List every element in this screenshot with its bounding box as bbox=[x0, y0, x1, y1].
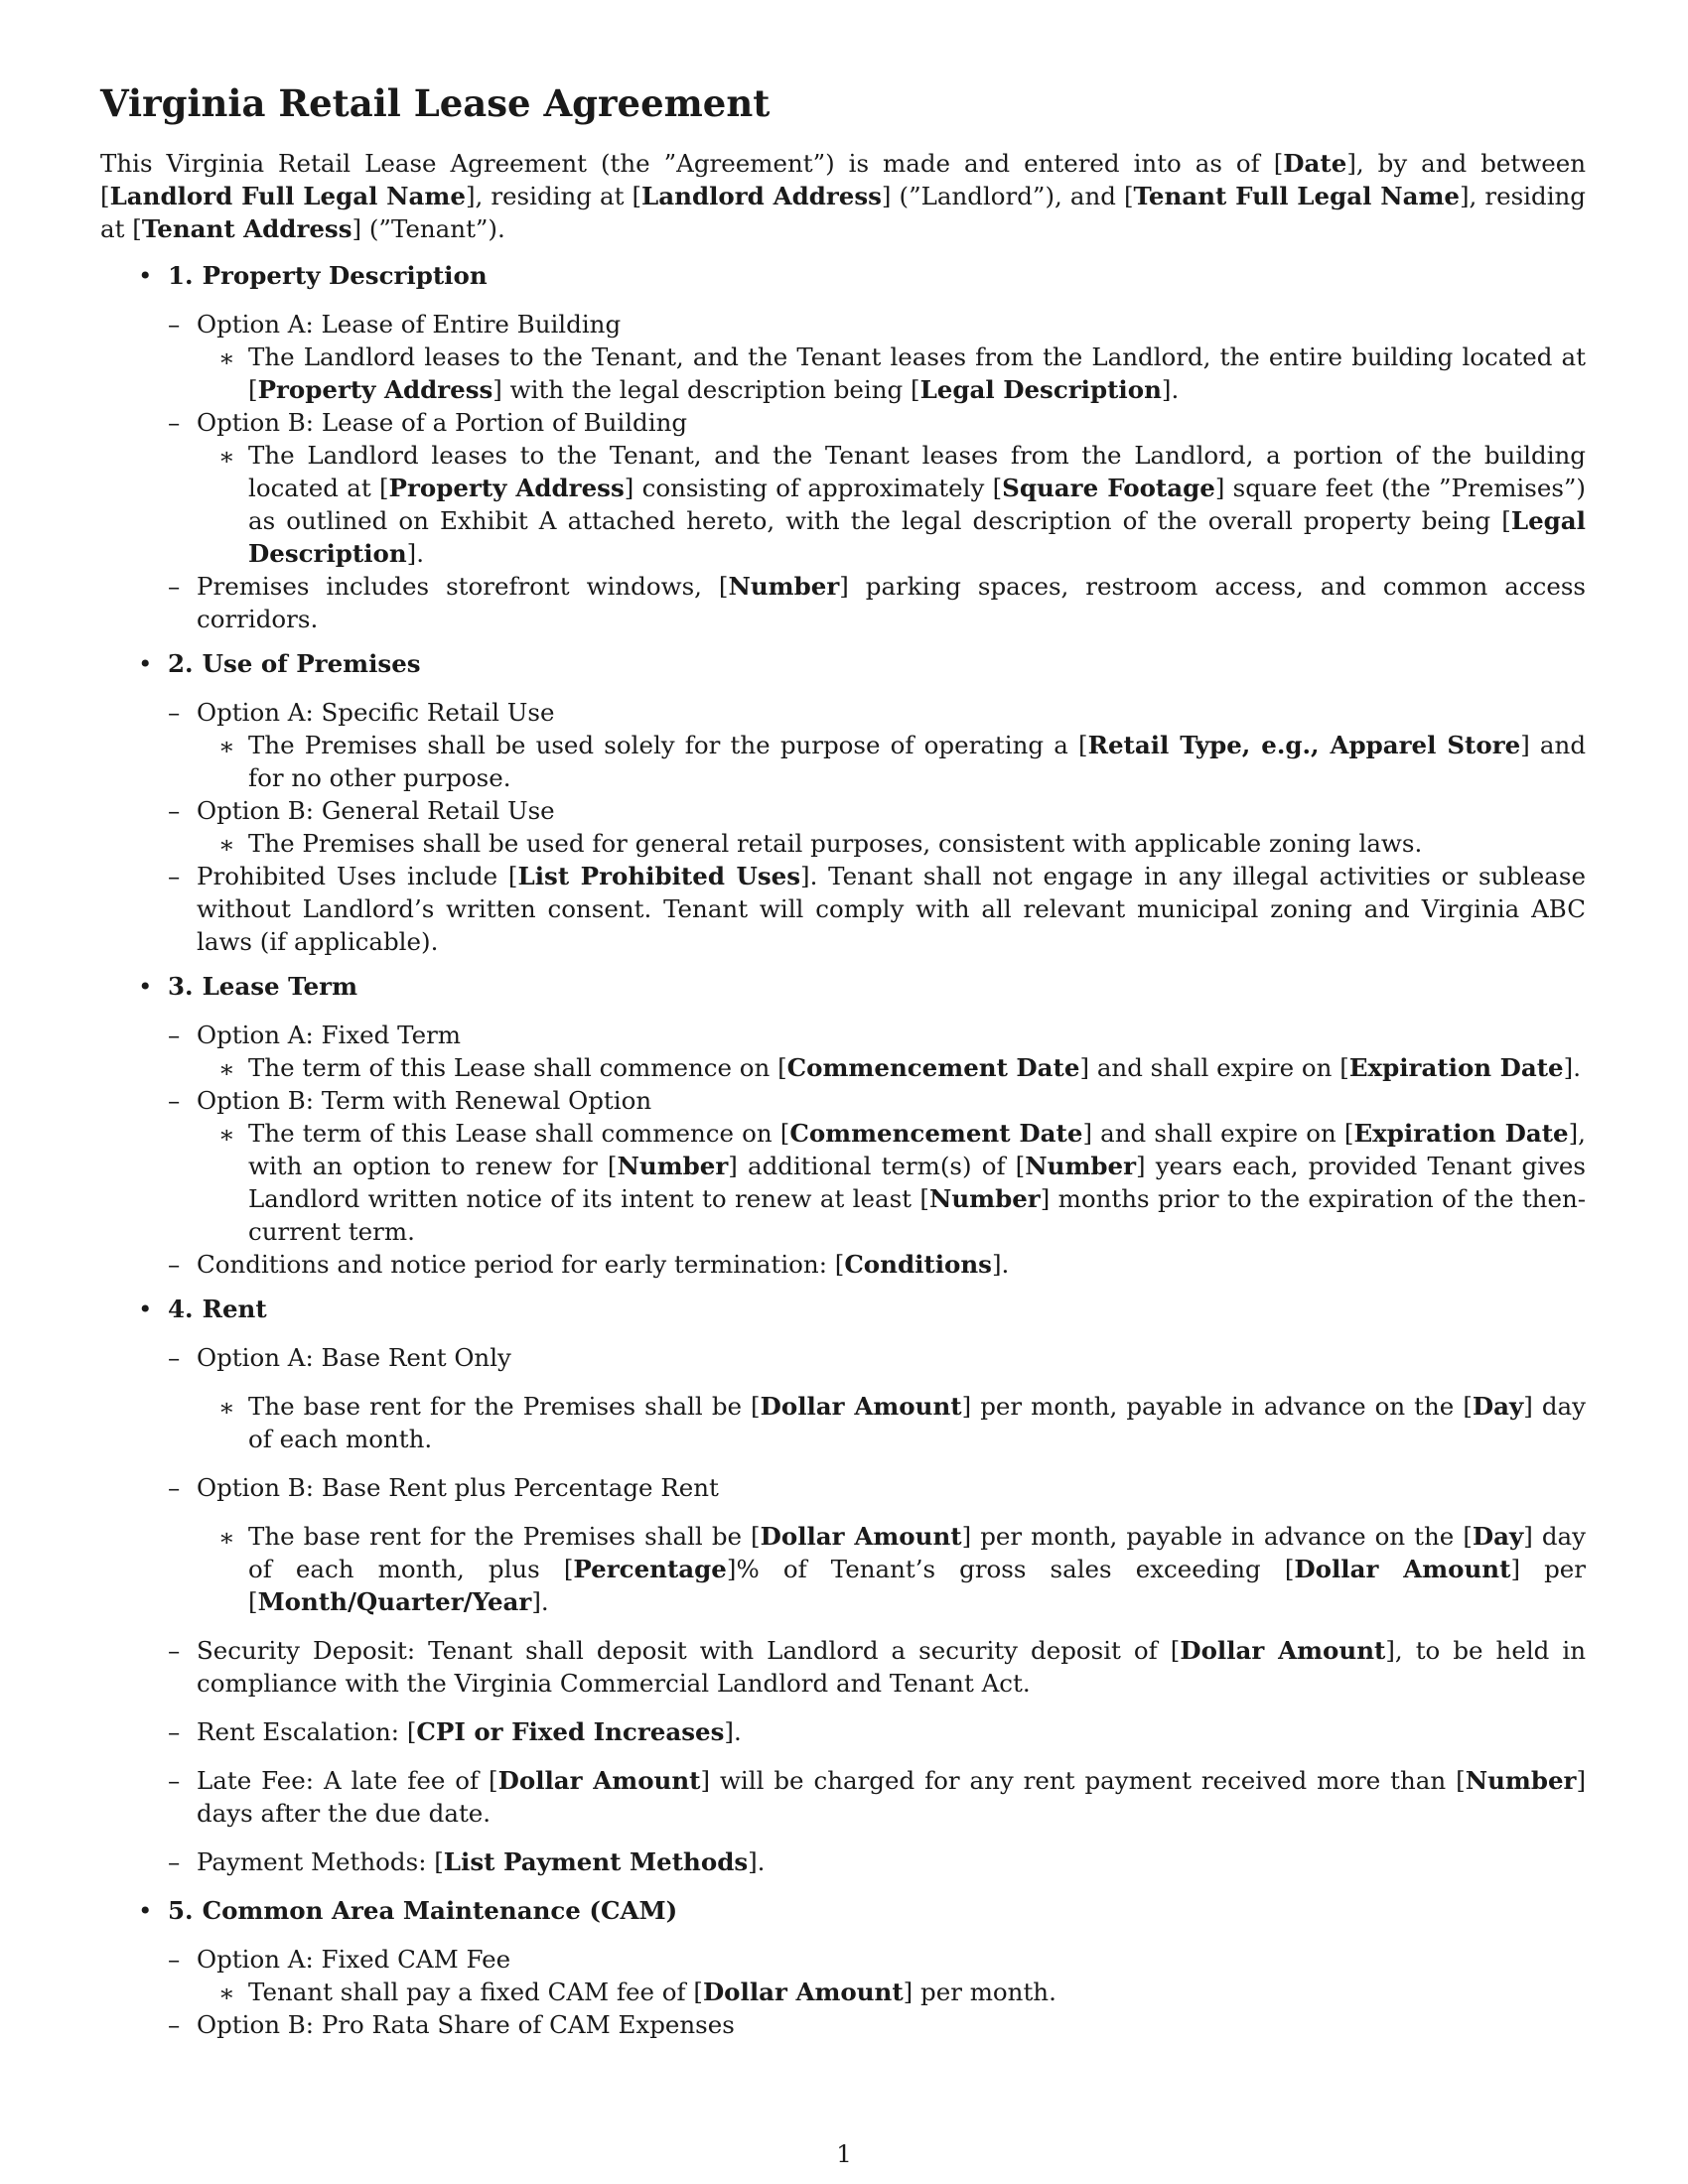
option-label: Option A: Fixed Term bbox=[197, 1021, 462, 1050]
star-marker: ∗ bbox=[218, 1393, 235, 1423]
text: ] day of each month, plus [ bbox=[248, 1522, 1586, 1584]
section-rent bbox=[100, 1293, 1586, 1878]
text: Rent Escalation: [ bbox=[197, 1717, 417, 1747]
option-label: Option B: General Retail Use bbox=[197, 796, 555, 826]
text: ] and for no other purpose. bbox=[248, 731, 1586, 793]
text: ] (”Landlord”), and [ bbox=[881, 182, 1134, 211]
placeholder-landlord-address: Landlord Address bbox=[641, 182, 882, 211]
section-common-area-maintenance bbox=[100, 1894, 1586, 2041]
text: ], residing at [ bbox=[465, 182, 642, 211]
dash-marker: – bbox=[168, 862, 181, 891]
clause-list bbox=[168, 1341, 1586, 1878]
placeholder: Percentage bbox=[573, 1555, 727, 1584]
dash-marker: – bbox=[168, 1250, 181, 1280]
dash-marker: – bbox=[168, 796, 181, 826]
placeholder: Number bbox=[728, 572, 840, 602]
text: ]. bbox=[724, 1717, 742, 1747]
clause-item bbox=[168, 2008, 1586, 2041]
text: ] consisting of approximately [ bbox=[624, 474, 1003, 503]
text: ] months prior to the expiration of the then-current term. bbox=[248, 1184, 1587, 1247]
text: ] will be charged for any rent payment received more than [ bbox=[700, 1766, 1466, 1796]
text: ]. bbox=[1563, 1053, 1582, 1083]
text: ] days after the due date. bbox=[197, 1766, 1587, 1829]
text: ] with the legal description being [ bbox=[492, 375, 920, 405]
placeholder-tenant-name: Tenant Full Legal Name bbox=[1133, 182, 1460, 211]
placeholder: Number bbox=[617, 1152, 729, 1181]
page-number: 1 bbox=[836, 2139, 852, 2168]
placeholder-tenant-address: Tenant Address bbox=[141, 214, 352, 244]
placeholder-landlord-name: Landlord Full Legal Name bbox=[109, 182, 466, 211]
placeholder: Property Address bbox=[388, 474, 625, 503]
dash-marker: – bbox=[168, 1717, 181, 1747]
placeholder: Dollar Amount bbox=[1180, 1636, 1386, 1666]
section-number: 4. bbox=[168, 1295, 194, 1324]
dash-marker: – bbox=[168, 1473, 181, 1503]
clause-item bbox=[168, 570, 1586, 635]
placeholder: Commencement Date bbox=[786, 1053, 1080, 1083]
star-marker: ∗ bbox=[218, 343, 235, 373]
dash-marker: – bbox=[168, 572, 181, 602]
bullet-marker: • bbox=[138, 1295, 153, 1324]
clause-list bbox=[168, 308, 1586, 635]
text: Prohibited Uses include [ bbox=[197, 862, 518, 891]
clause-item bbox=[168, 696, 1586, 794]
star-marker: ∗ bbox=[218, 1523, 235, 1553]
placeholder: Number bbox=[928, 1184, 1041, 1214]
star-marker: ∗ bbox=[218, 830, 235, 860]
text: ] per month, payable in advance on the [ bbox=[961, 1522, 1473, 1552]
text: ]. bbox=[406, 539, 425, 569]
clause-item bbox=[168, 1845, 1586, 1878]
clause-item bbox=[168, 794, 1586, 860]
text: The Premises shall be used for general retail purposes, consistent with applicable zoning laws. bbox=[248, 829, 1423, 859]
placeholder: Number bbox=[1465, 1766, 1577, 1796]
clause-item bbox=[168, 1943, 1586, 2008]
clause-list bbox=[168, 1019, 1586, 1281]
placeholder-date: Date bbox=[1283, 149, 1347, 179]
section-title: Use of Premises bbox=[202, 649, 421, 679]
subclause-item bbox=[197, 827, 1586, 860]
subclause-list bbox=[197, 729, 1586, 794]
section-number: 5. bbox=[168, 1896, 194, 1926]
placeholder: Dollar Amount bbox=[1294, 1555, 1511, 1584]
text: ]. Tenant shall not engage in any illegal activities or sublease without Landlord’s written consent. Tenant will comply with all relevant municipal zoning and Virginia ABC laws (if applicable). bbox=[197, 862, 1586, 957]
dash-marker: – bbox=[168, 1086, 181, 1116]
text: Late Fee: A late fee of [ bbox=[197, 1766, 498, 1796]
placeholder: Dollar Amount bbox=[497, 1766, 701, 1796]
section-heading bbox=[168, 647, 1586, 680]
placeholder: Number bbox=[1025, 1152, 1136, 1181]
bullet-marker: • bbox=[138, 972, 153, 1002]
star-marker: ∗ bbox=[218, 1054, 235, 1084]
section-number: 1. bbox=[168, 261, 194, 291]
text: ] and shall expire on [ bbox=[1082, 1119, 1354, 1149]
section-heading bbox=[168, 1293, 1586, 1325]
text: ], to be held in compliance with the Virginia Commercial Landlord and Tenant Act. bbox=[197, 1636, 1586, 1699]
section-title: Lease Term bbox=[202, 972, 358, 1002]
dash-marker: – bbox=[168, 1021, 181, 1050]
text: ] per month, payable in advance on the [ bbox=[961, 1392, 1473, 1422]
placeholder: Retail Type, e.g., Apparel Store bbox=[1087, 731, 1521, 760]
text: ], with an option to renew for [ bbox=[248, 1119, 1586, 1181]
clause-item bbox=[168, 1084, 1586, 1248]
clause-item bbox=[168, 860, 1586, 958]
intro-paragraph bbox=[100, 147, 1586, 245]
section-lease-term bbox=[100, 970, 1586, 1281]
section-list bbox=[100, 259, 1586, 2041]
text: The Landlord leases to the Tenant, and the Tenant leases from the Landlord, the entire building located at [ bbox=[248, 342, 1586, 405]
dash-marker: – bbox=[168, 1343, 181, 1373]
dash-marker: – bbox=[168, 1945, 181, 1975]
subclause-list bbox=[197, 1390, 1586, 1455]
dash-marker: – bbox=[168, 2010, 181, 2040]
subclause-item bbox=[197, 341, 1586, 406]
placeholder: Month/Quarter/Year bbox=[257, 1587, 532, 1617]
placeholder: Property Address bbox=[257, 375, 493, 405]
text: The base rent for the Premises shall be [ bbox=[248, 1522, 761, 1552]
text: ], by and between [ bbox=[100, 149, 1586, 211]
dash-marker: – bbox=[168, 408, 181, 438]
option-label: Option B: Pro Rata Share of CAM Expenses bbox=[197, 2010, 735, 2040]
text: ]. bbox=[531, 1587, 549, 1617]
subclause-item bbox=[197, 1520, 1586, 1618]
clause-item bbox=[168, 308, 1586, 406]
placeholder: Day bbox=[1472, 1392, 1524, 1422]
option-label: Option A: Fixed CAM Fee bbox=[197, 1945, 511, 1975]
clause-item bbox=[168, 406, 1586, 570]
option-label: Option B: Term with Renewal Option bbox=[197, 1086, 652, 1116]
clause-list bbox=[168, 696, 1586, 958]
text: This Virginia Retail Lease Agreement (the ”Agreement”) is made and entered into as of [ bbox=[100, 149, 1284, 179]
subclause-list bbox=[197, 341, 1586, 406]
placeholder: CPI or Fixed Increases bbox=[416, 1717, 725, 1747]
subclause-item bbox=[197, 1976, 1586, 2008]
subclause-item bbox=[197, 439, 1586, 570]
text: ] and shall expire on [ bbox=[1079, 1053, 1349, 1083]
bullet-marker: • bbox=[138, 1896, 153, 1926]
document-title: Virginia Retail Lease Agreement bbox=[100, 81, 771, 125]
text: ] (”Tenant”). bbox=[352, 214, 505, 244]
text: Payment Methods: [ bbox=[197, 1847, 444, 1877]
placeholder: List Payment Methods bbox=[443, 1847, 749, 1877]
placeholder: Commencement Date bbox=[789, 1119, 1083, 1149]
text: ] parking spaces, restroom access, and common access corridors. bbox=[197, 572, 1586, 634]
text: The base rent for the Premises shall be [ bbox=[248, 1392, 761, 1422]
section-use-of-premises bbox=[100, 647, 1586, 958]
option-label: Option B: Base Rent plus Percentage Rent bbox=[197, 1473, 719, 1503]
subclause-item bbox=[197, 1390, 1586, 1455]
text: ] square feet (the ”Premises”) as outlined on Exhibit A attached hereto, with the legal description of the overall property being [ bbox=[248, 474, 1586, 536]
subclause-item bbox=[197, 729, 1586, 794]
placeholder: Square Footage bbox=[1002, 474, 1215, 503]
text: ] additional term(s) of [ bbox=[728, 1152, 1026, 1181]
star-marker: ∗ bbox=[218, 442, 235, 472]
text: Conditions and notice period for early termination: [ bbox=[197, 1250, 845, 1280]
section-property-description bbox=[100, 259, 1586, 635]
placeholder: Dollar Amount bbox=[702, 1978, 904, 2007]
subclause-list bbox=[197, 439, 1586, 570]
dash-marker: – bbox=[168, 1766, 181, 1796]
option-label: Option A: Specific Retail Use bbox=[197, 698, 555, 728]
text: ], residing at [ bbox=[100, 182, 1586, 244]
text: Security Deposit: Tenant shall deposit with Landlord a security deposit of [ bbox=[197, 1636, 1181, 1666]
placeholder: Day bbox=[1472, 1522, 1524, 1552]
text: ] per month. bbox=[903, 1978, 1056, 2007]
subclause-item bbox=[197, 1051, 1586, 1084]
section-number: 3. bbox=[168, 972, 194, 1002]
clause-item bbox=[168, 1341, 1586, 1455]
placeholder: Dollar Amount bbox=[760, 1392, 962, 1422]
text: ]% of Tenant’s gross sales exceeding [ bbox=[726, 1555, 1295, 1584]
bullet-marker: • bbox=[138, 261, 153, 291]
section-heading bbox=[168, 970, 1586, 1003]
subclause-list bbox=[197, 1976, 1586, 2008]
text: ]. bbox=[748, 1847, 766, 1877]
clause-item bbox=[168, 1715, 1586, 1748]
section-heading bbox=[168, 259, 1586, 292]
subclause-list bbox=[197, 1117, 1586, 1248]
text: ]. bbox=[991, 1250, 1010, 1280]
star-marker: ∗ bbox=[218, 732, 235, 761]
clause-item bbox=[168, 1634, 1586, 1700]
subclause-list bbox=[197, 827, 1586, 860]
subclause-list bbox=[197, 1051, 1586, 1084]
placeholder: Legal Description bbox=[248, 506, 1586, 569]
placeholder: Legal Description bbox=[919, 375, 1162, 405]
text: ] per [ bbox=[248, 1555, 1586, 1617]
bullet-marker: • bbox=[138, 649, 153, 679]
section-title: Property Description bbox=[202, 261, 488, 291]
section-title: Rent bbox=[202, 1295, 267, 1324]
text: ] years each, provided Tenant gives Landlord written notice of its intent to renew at least [ bbox=[248, 1152, 1586, 1214]
placeholder: Dollar Amount bbox=[760, 1522, 962, 1552]
section-heading bbox=[168, 1894, 1586, 1927]
clause-list bbox=[168, 1943, 1586, 2041]
text: The term of this Lease shall commence on [ bbox=[248, 1053, 787, 1083]
placeholder: Conditions bbox=[844, 1250, 992, 1280]
clause-item bbox=[168, 1764, 1586, 1830]
section-title: Common Area Maintenance (CAM) bbox=[202, 1896, 678, 1926]
option-label: Option A: Lease of Entire Building bbox=[197, 310, 622, 340]
star-marker: ∗ bbox=[218, 1120, 235, 1150]
placeholder: Expiration Date bbox=[1348, 1053, 1564, 1083]
dash-marker: – bbox=[168, 698, 181, 728]
option-label: Option B: Lease of a Portion of Building bbox=[197, 408, 688, 438]
section-number: 2. bbox=[168, 649, 194, 679]
text: Tenant shall pay a fixed CAM fee of [ bbox=[248, 1978, 703, 2007]
clause-item bbox=[168, 1471, 1586, 1618]
text: ] day of each month. bbox=[248, 1392, 1586, 1454]
dash-marker: – bbox=[168, 1636, 181, 1666]
clause-item bbox=[168, 1248, 1586, 1281]
text: Premises includes storefront windows, [ bbox=[197, 572, 729, 602]
placeholder: Expiration Date bbox=[1353, 1119, 1569, 1149]
text: ]. bbox=[1161, 375, 1180, 405]
subclause-list bbox=[197, 1520, 1586, 1618]
dash-marker: – bbox=[168, 1847, 181, 1877]
star-marker: ∗ bbox=[218, 1979, 235, 2008]
text: The term of this Lease shall commence on [ bbox=[248, 1119, 790, 1149]
option-label: Option A: Base Rent Only bbox=[197, 1343, 511, 1373]
text: The Landlord leases to the Tenant, and the Tenant leases from the Landlord, a portion of the building located at [ bbox=[248, 441, 1586, 503]
clause-item bbox=[168, 1019, 1586, 1084]
document-body bbox=[100, 81, 1586, 2053]
subclause-item bbox=[197, 1117, 1586, 1248]
placeholder: List Prohibited Uses bbox=[517, 862, 801, 891]
dash-marker: – bbox=[168, 310, 181, 340]
text: The Premises shall be used solely for the purpose of operating a [ bbox=[248, 731, 1088, 760]
